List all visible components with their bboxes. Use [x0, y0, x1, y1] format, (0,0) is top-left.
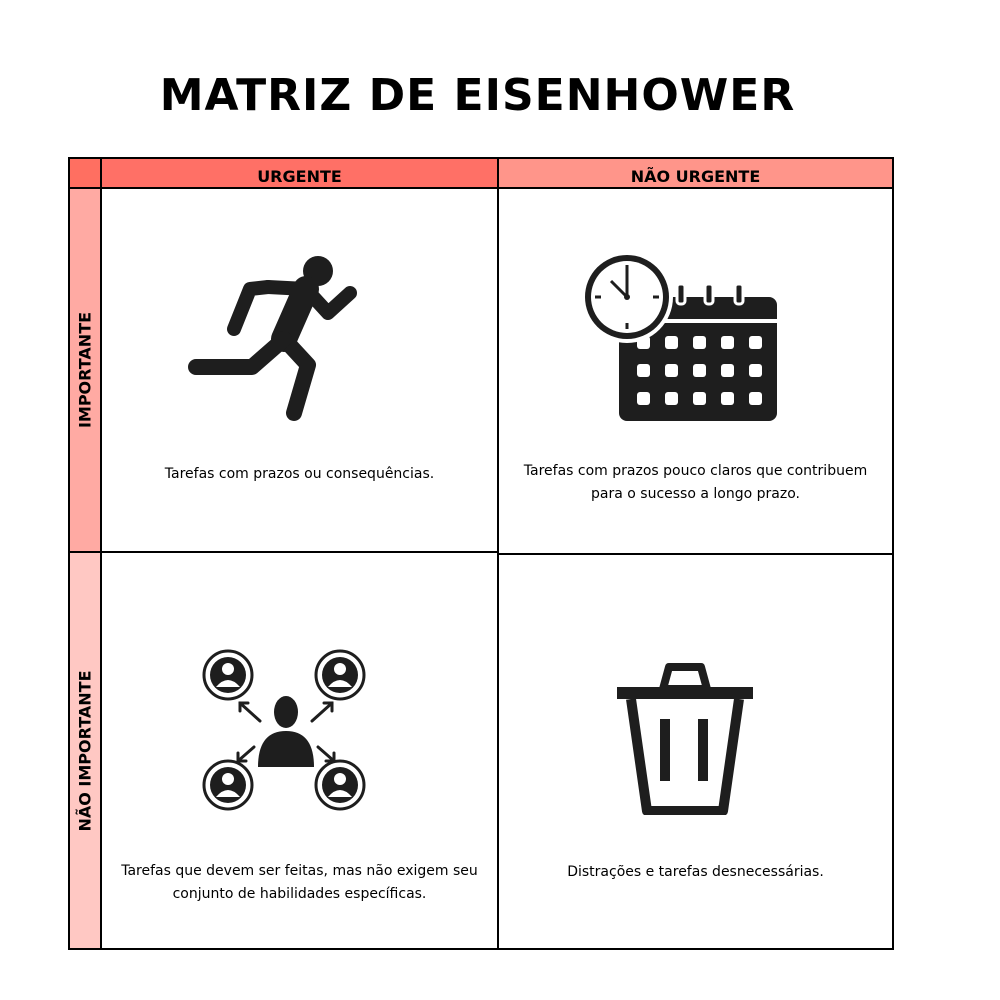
trash-bin-icon	[615, 663, 755, 815]
page-title: MATRIZ DE EISENHOWER	[159, 70, 796, 121]
quadrant-4-description: Distrações e tarefas desnecessárias.	[567, 864, 824, 880]
quadrant-not-urgent-not-important	[499, 555, 894, 950]
running-person-icon	[188, 255, 368, 425]
quadrant-not-urgent-important	[499, 189, 894, 555]
matrix-corner	[68, 157, 102, 189]
quadrant-urgent-important	[102, 189, 499, 553]
header-not-urgent	[499, 157, 894, 189]
eisenhower-matrix	[68, 157, 894, 950]
row-not-important-label: NÃO IMPORTANTE	[75, 669, 95, 832]
row-important-label: IMPORTANTE	[75, 311, 95, 429]
calendar-clock-icon	[581, 251, 781, 423]
header-urgent-label: URGENTE	[257, 166, 342, 186]
delegate-people-icon	[200, 649, 368, 811]
header-urgent	[102, 157, 499, 189]
quadrant-3-description: Tarefas que devem ser feitas, mas não exigem seu conjunto de habilidades específicas.	[121, 863, 478, 902]
row-not-important	[68, 553, 102, 950]
row-important	[68, 189, 102, 553]
quadrant-urgent-not-important	[102, 553, 499, 950]
header-not-urgent-label: NÃO URGENTE	[630, 166, 761, 186]
quadrant-2-description: Tarefas com prazos pouco claros que contribuem para o sucesso a longo prazo.	[523, 463, 868, 502]
quadrant-1-description: Tarefas com prazos ou consequências.	[164, 466, 435, 482]
